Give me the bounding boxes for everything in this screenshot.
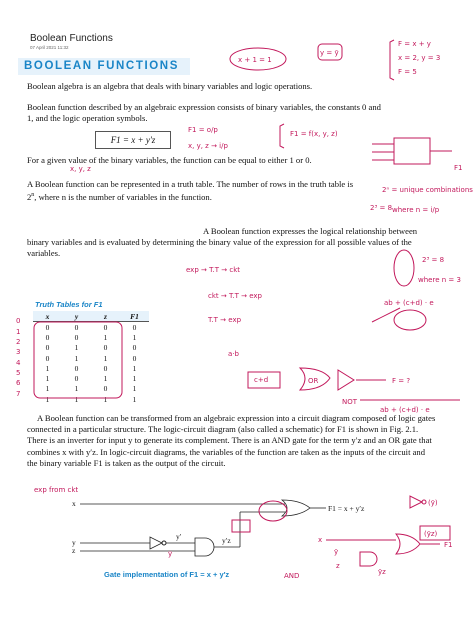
input-z-label: z: [72, 546, 76, 555]
document-meta: 07 April 2021 11:32: [30, 45, 69, 50]
header-z: z: [91, 311, 120, 322]
right-or-gate: [396, 534, 420, 554]
annotation-eq8: 2³ = 8: [422, 256, 445, 264]
paragraph-4-a: A Boolean function can be represented in a truth table. The number of rows in the truth table is 2: [27, 179, 354, 203]
right-label-f1: F1: [444, 541, 453, 549]
cell: 0: [45, 343, 50, 353]
annotation-block-out: F1: [454, 164, 463, 172]
bracket-left: [390, 40, 394, 80]
row-number-0: 0: [16, 317, 21, 325]
gate-label-or: OR: [308, 377, 319, 385]
cell: 1: [132, 363, 137, 373]
cell: 1: [103, 332, 108, 342]
annotation-ybar: ȳ: [168, 550, 173, 558]
row-number-3: 3: [16, 348, 21, 356]
right-label-ybarz: ȳz: [378, 568, 386, 576]
expr-circle: [394, 310, 426, 330]
label-box: [232, 520, 250, 532]
table-scribble: [34, 322, 122, 398]
annotation-exp-from-ckt: exp from ckt: [34, 486, 79, 494]
gate-label-ab: a·b: [228, 350, 239, 358]
cell: 0: [132, 322, 137, 332]
header-f1: F1: [120, 311, 149, 322]
header-x: x: [33, 311, 62, 322]
annotation-eq1: x + 1 = 1: [238, 56, 272, 64]
cell: 0: [45, 322, 50, 332]
and-output-label: y′z: [222, 536, 231, 545]
annotation-two-cubed: 2³ = 8: [370, 204, 393, 212]
annotation-where2: where n = 3: [418, 276, 461, 284]
paragraph-6: A Boolean function can be transformed from an algebraic expression into a circuit diagram composed of logic gates connected in a particular structure. The logic-circuit diagram (also called a schematic) for F1 is shown in Fig. 2.1. There is an inverter for input y to generate its complement. There is an AND gate for the term y′z and an OR gate that combines x with y′z. In logic-circuit diagrams, the variables of the function are taken as the inputs of the circuit and the binary variable F1 is taken as the output of the circuit.: [27, 413, 436, 468]
paragraph-5: A Boolean function expresses the logical relationship between binary variables and is evaluated by determining the binary value of the expression for all possible values of the variables.: [27, 226, 418, 259]
bracket-mid: [280, 124, 284, 148]
paragraph-3: For a given value of the binary variables, the function can be equal to either 1 or 0.: [27, 155, 312, 165]
right-and-gate: [360, 552, 377, 566]
document-title: Boolean Functions: [30, 33, 113, 44]
section-heading: BOOLEAN FUNCTIONS: [18, 58, 190, 75]
cell: 1: [74, 384, 79, 394]
header-y: y: [62, 311, 91, 322]
cell: 0: [45, 353, 50, 363]
cell: 1: [74, 394, 79, 404]
annotation-flow-3: T.T → exp: [208, 316, 242, 324]
paragraph-4-b: , where n is the number of variables in the function.: [34, 192, 212, 203]
cell: 0: [74, 322, 79, 332]
gate-label-not: NOT: [342, 398, 358, 406]
row-number-1: 1: [16, 328, 21, 336]
cell: 1: [103, 374, 108, 384]
right-list-2: x = 2, y = 3: [398, 54, 441, 62]
annotation-expr-top: ab + (c+d) · e: [384, 299, 434, 307]
cell: 0: [74, 374, 79, 384]
paragraph-2: Boolean function described by an algebraic expression consists of binary variables, the constants 0 and 1, and the logic operation symbols.: [27, 102, 381, 124]
gate-label-cd: c+d: [254, 376, 269, 384]
output-label: F1 = x + y′z: [328, 504, 365, 513]
annotation-f1-op: F1 = o/p: [188, 126, 218, 134]
annotation-and: AND: [284, 572, 300, 580]
cell: 1: [132, 394, 137, 404]
cell: 1: [45, 394, 50, 404]
or-circle: [259, 501, 287, 521]
annotation-f1-func: F1 = f(x, y, z): [290, 130, 338, 138]
row-number-5: 5: [16, 369, 21, 377]
cell: 0: [103, 322, 108, 332]
cell: 1: [103, 394, 108, 404]
cell: 0: [103, 384, 108, 394]
right-inverter: [410, 496, 422, 508]
cell: 1: [45, 374, 50, 384]
annotation-where: where n = i/p: [392, 206, 440, 214]
cell: 0: [103, 343, 108, 353]
cell: 0: [74, 363, 79, 373]
inverter-output-label: y′: [176, 532, 182, 541]
cell: 0: [132, 343, 137, 353]
row-number-2: 2: [16, 338, 21, 346]
right-label-x: x: [318, 536, 323, 544]
annotation-flow-1: exp → T.T → ckt: [186, 266, 240, 274]
annotation-f-q: F = ?: [392, 377, 411, 385]
truth-table-title: Truth Tables for F1: [35, 300, 103, 309]
cell: 1: [45, 384, 50, 394]
right-label-z: z: [336, 562, 340, 570]
annotation-eq2: y = ȳ: [320, 49, 339, 57]
cell: 1: [132, 384, 137, 394]
cell: 0: [74, 332, 79, 342]
cell: 1: [132, 332, 137, 342]
figure-caption: Gate implementation of F1 = x + y′z: [104, 570, 230, 579]
annotation-bracket-ybar: (ȳ): [428, 499, 438, 507]
cell: 1: [74, 343, 79, 353]
annotation-xyz-under: x, y, z: [70, 165, 91, 173]
row-number-7: 7: [16, 390, 21, 398]
annotation-flow-2: ckt → T.T → exp: [208, 292, 262, 300]
annotation-bracket-ybarz: (ȳz): [424, 530, 438, 538]
not-gate-sketch: [338, 370, 354, 390]
row-number-4: 4: [16, 359, 21, 367]
right-list-3: F = 5: [398, 68, 417, 76]
cell: 0: [45, 332, 50, 342]
annotation-expr-bottom: ab + (c+d) · e: [380, 406, 430, 414]
right-label-ybar: ȳ: [334, 548, 339, 556]
cell: 1: [132, 374, 137, 384]
paragraph-1: Boolean algebra is an algebra that deals with binary variables and logic operations.: [27, 81, 313, 91]
cell: 1: [45, 363, 50, 373]
right-list-1: F = x + y: [398, 40, 431, 48]
cell: 0: [132, 353, 137, 363]
annotation-unique: 2ⁿ = unique combinations: [382, 186, 473, 194]
annotation-xyz-ip: x, y, z → i/p: [188, 142, 228, 150]
enum-circle: [394, 250, 414, 286]
cell: 1: [74, 353, 79, 363]
paragraph-4-sup: n: [31, 192, 35, 199]
input-y-label: y: [72, 538, 76, 547]
cell: 0: [103, 363, 108, 373]
formula-box: F1 = x + y′z: [95, 131, 171, 149]
input-x-label: x: [72, 499, 76, 508]
function-block: [394, 138, 430, 164]
cell: 1: [103, 353, 108, 363]
row-number-6: 6: [16, 379, 21, 387]
